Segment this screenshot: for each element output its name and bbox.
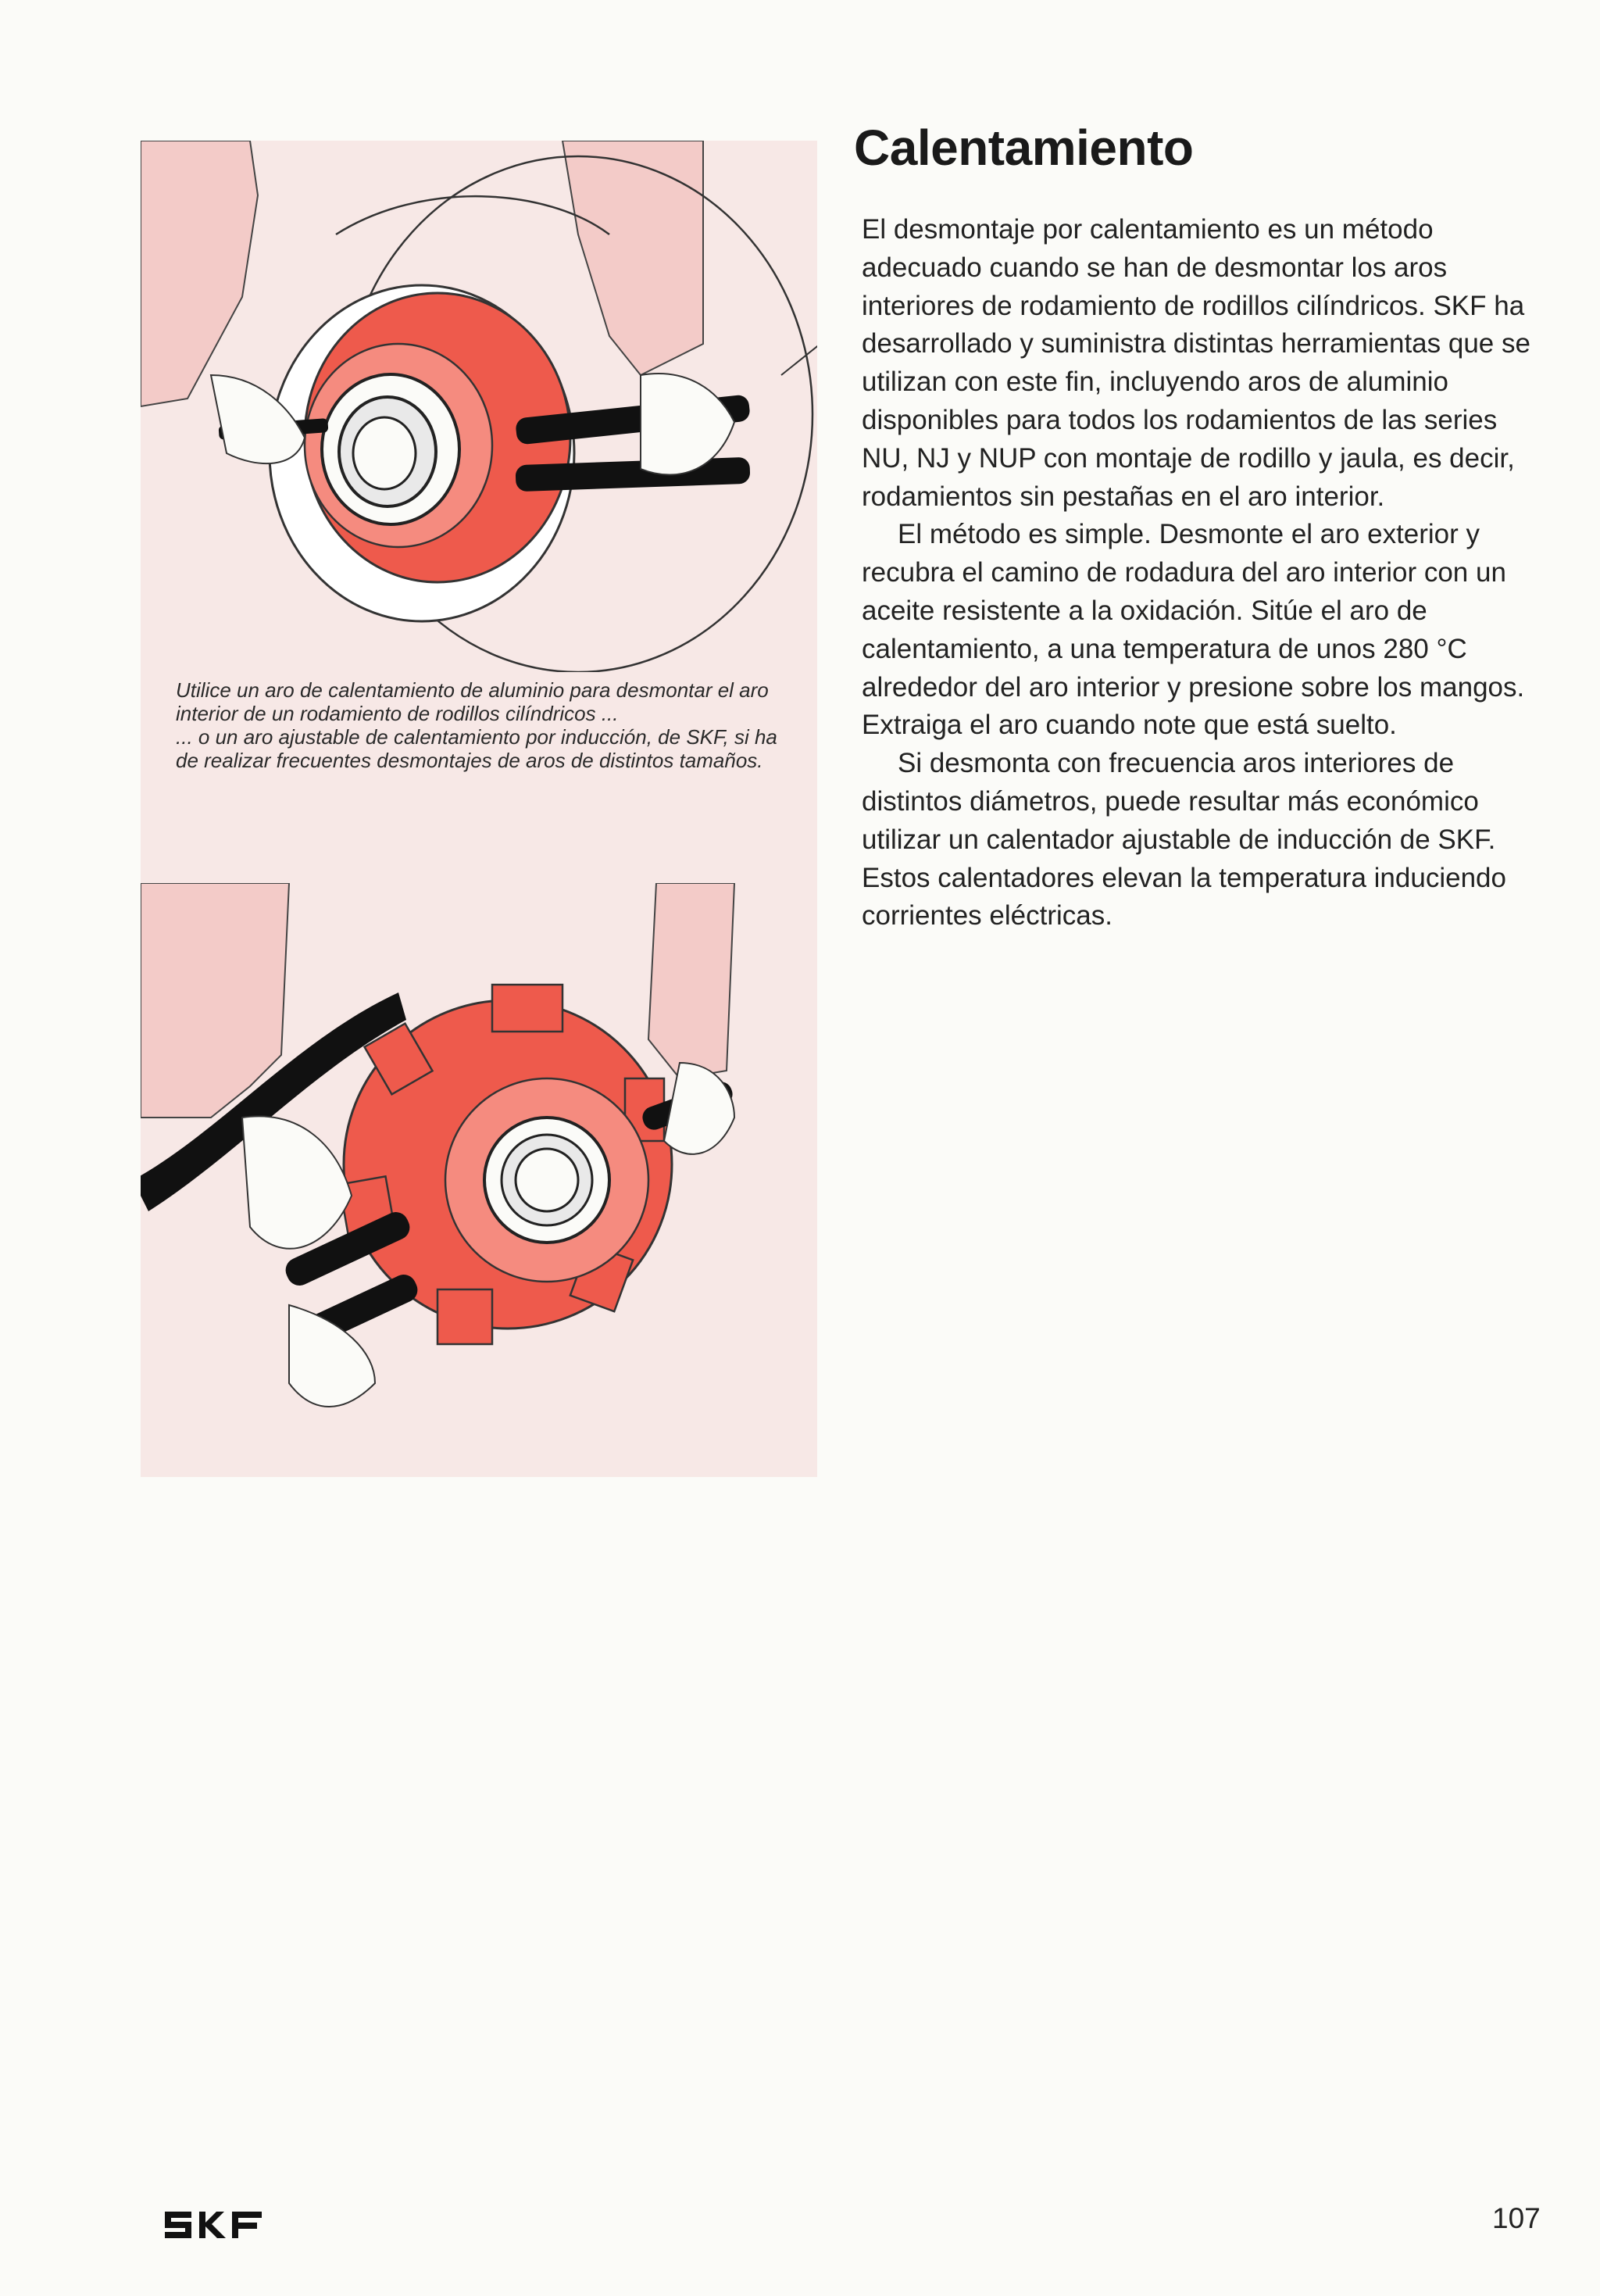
heating-ring-illustration xyxy=(141,141,817,672)
figure-caption xyxy=(176,678,777,772)
paragraph-1: El desmontaje por calentamiento es un método adecuado cuando se han de desmontar los aros interiores de rodamiento de rodillos cilíndricos. SKF ha desarrollado y suministra distintas herramientas que se utilizan con este fin, incluyendo aros de aluminio disponibles para todos los rodamientos de las series NU, NJ y NUP con montaje de rodillo y jaula, es decir, rodamientos sin pestañas en el aro interior. xyxy=(862,214,1530,512)
caption-line-2: ... o un aro ajustable de calentamiento por inducción, de SKF, si ha de realizar frecuentes desmontajes de aros de distintos tamaños. xyxy=(176,725,777,772)
body-text xyxy=(862,211,1534,935)
skf-logo xyxy=(160,2205,277,2244)
induction-heater-illustration xyxy=(141,883,817,1477)
caption-line-1: Utilice un aro de calentamiento de aluminio para desmontar el aro interior de un rodamiento de rodillos cilíndricos ... xyxy=(176,678,769,725)
page-title: Calentamiento xyxy=(854,120,1194,176)
page-number: 107 xyxy=(1492,2202,1541,2234)
paragraph-3: Si desmonta con frecuencia aros interiores de distintos diámetros, puede resultar más económico utilizar un calentador ajustable de inducción de SKF. Estos calentadores elevan la temperatura induciendo corrientes eléctricas. xyxy=(862,748,1506,932)
illustration-panel xyxy=(141,141,817,1477)
paragraph-2: El método es simple. Desmonte el aro exterior y recubra el camino de rodadura del aro interior con un aceite resistente a la oxidación. Sitúe el aro de calentamiento, a una temperatura de unos 280 °C alrededor del aro interior y presione sobre los mangos. Extraiga el aro cuando note que está suelto. xyxy=(862,519,1525,741)
